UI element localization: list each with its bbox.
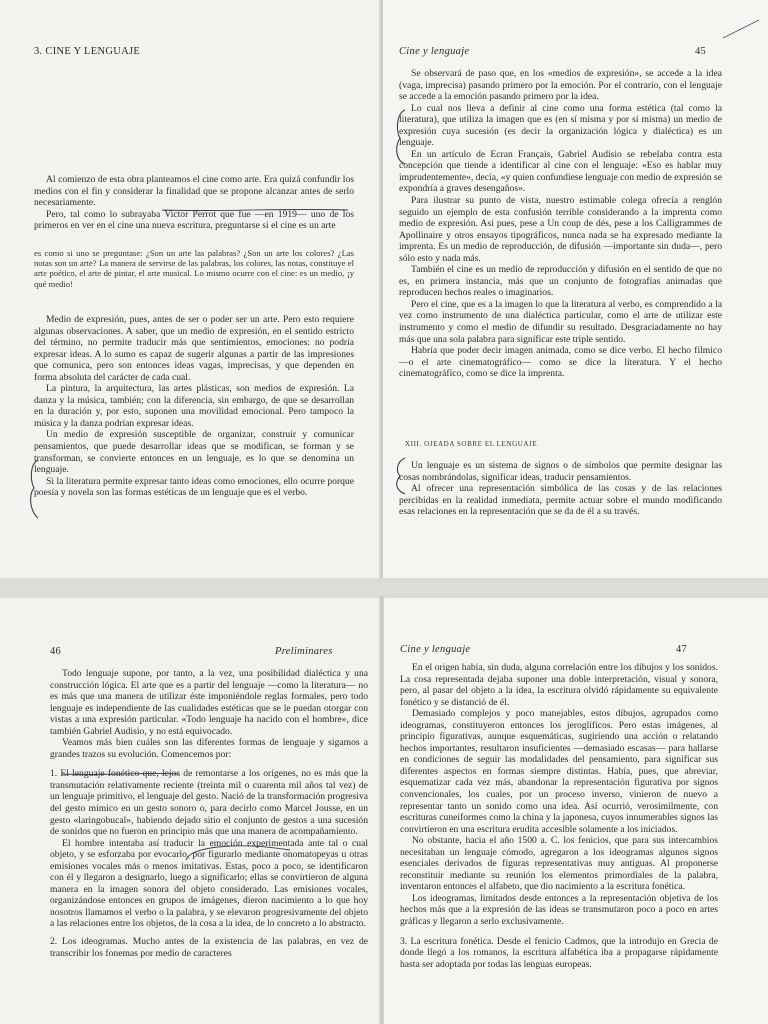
paragraph: Un lenguaje es un sistema de signos o de símbolos que permite designar las cosas nombrándolas, significar ideas, traducir pensamientos. (399, 460, 722, 483)
page-spread-gap (0, 578, 768, 598)
book-page-44 (0, 0, 381, 578)
paragraph: 3. La escritura fonética. Desde el fenicio Cadmos, que la introdujo en Grecia de donde llegó a los romanos, la escritura alfabética iba a propagarse rápidamente hasta ser adoptada por todas las lenguas europeas. (400, 935, 718, 970)
page44-body (34, 314, 354, 499)
paragraph: El hombre intentaba así traducir la emoción experimentada ante tal o cual objeto, y se esforzaba por evocarlo, por figurarlo mediante onomatopeyas u otras emisiones vocales más o menos imitativas. Estas, poco a poco, se identificaron con él y llegaron a designarlo, luego a significarlo; ellas se convirtieron de alguna manera en la imagen sonora del objeto considerado. Las emisiones vocales, organizándose entonces en grupos de imágenes, dieron nacimiento a lo que hoy nosotros llamamos el verbo o la palabra, y se elevaron progresivamente del objeto a las relaciones entre los objetos, de la cosa a la idea, de lo concreto a lo abstracto. (50, 837, 368, 930)
paragraph: Al comienzo de esta obra planteamos el cine como arte. Era quizá confundir los medios con el fin y considerar la finalidad que se propone alcanzar antes de serlo necesariamente. (34, 174, 354, 209)
page45-body (399, 68, 722, 380)
paragraph: En un artículo de Ecran Français, Gabriel Audisio se rebelaba contra esta concepción que tiende a identificar al cine con el lenguaje: «Eso es hablar muy imprudentemente», decía, «y quien confundiese lenguaje con medio de expresión se expondría a graves desengaños». (399, 148, 722, 195)
paragraph: Los ideogramas, limitados desde entonces a la representación objetiva de los hechos más que a la expresión de las ideas se transmutaron poco a poco en artes gráficas y llegaron a serlo exclusivamente. (400, 892, 718, 928)
running-header: Cine y lenguaje (400, 644, 471, 655)
pen-stroke-mark (721, 18, 761, 42)
running-header: Preliminares (275, 646, 333, 657)
paragraph: Al ofrecer una representación simbólica de las cosas y de las relaciones percibidas en la realidad inmediata, permite actuar sobre el mundo modificando esas relaciones en la representación que se da de él a su través. (399, 483, 722, 518)
paragraph: La pintura, la arquitectura, las artes plásticas, son medios de expresión. La danza y la música, también; con la diferencia, sin embargo, de que se desarrollan en la duración y, por esto, suponen una movilidad emocional. Pero tampoco la música y la danza podrían expresar ideas. (34, 383, 354, 429)
blockquote (34, 248, 354, 289)
paragraph: Se observará de paso que, en los «medios de expresión», se accede a la idea (vaga, imprecisa) pasando primero por la emoción. Por el contrario, con el lenguaje se accede a la emoción pasando primero por la idea. (399, 68, 722, 103)
book-page-47 (384, 598, 768, 1024)
page-number: 45 (695, 46, 707, 57)
running-header: Cine y lenguaje (399, 46, 470, 57)
paragraph: También el cine es un medio de reproducción y difusión en el sentido de que no es, en primera instancia, más que un conjunto de fotografías animadas que reproducen hechos reales o imaginarios. (399, 264, 722, 299)
page47-body (400, 662, 718, 970)
paragraph: 2. Los ideogramas. Mucho antes de la existencia de las palabras, en vez de transcribir los fonemas por medio de caracteres (50, 936, 368, 959)
paragraph: En el origen había, sin duda, alguna correlación entre los dibujos y los sonidos. La cosa representada dejaba suponer una doble interpretación, visual y sonora, pero, al pasar del objeto a la idea, la escritura olvidó rápidamente su equivalente fonético y se distanció de él. (400, 662, 718, 708)
paragraph: Un medio de expresión susceptible de organizar, construir y comunicar pensamientos, que puede desarrollar ideas que se modifican, se forman y se transforman, se convierte entonces en un lenguaje, es lo que se denomina un lenguaje. (34, 429, 354, 476)
paragraph: Medio de expresión, pues, antes de ser o poder ser un arte. Pero esto requiere algunas observaciones. A saber, que un medio de expresión, en el sentido estricto del término, no permite traducir más que sentimientos, emociones: no podría expresar ideas. A lo sumo es capaz de sugerir algunas a partir de las impresiones que comunica, pero son entonces ideas vagas, imprecisas, y que dependen en forma absoluta del carácter de cada cual. (34, 314, 354, 383)
page-number: 47 (676, 644, 688, 655)
chapter-header: 3. CINE Y LENGUAJE (34, 46, 141, 57)
book-page-46 (0, 598, 380, 1024)
section-title: XIII. OJEADA SOBRE EL LENGUAJE (405, 440, 538, 448)
paragraph: Para ilustrar su punto de vista, nuestro estimable colega ofrecía a renglón seguido un ejemplo de esta confusión terrible considerando a la imprenta como medio de expresión. Así pues, pese a Un coup de dés, pese a los Calligrammes de Apollinaire y otros ensayos tipográficos, nunca nada se ha expresado mediante la imprenta. Es un medio de reproducción, de difusión —importante sin duda—, pero sólo esto y nada más. (399, 195, 722, 264)
paragraph: Pero, tal como lo subrayaba Victor Perrot que fue —en 1919— uno de los primeros en ver en el cine una nueva escritura, preguntarse si el cine es un arte (34, 208, 354, 232)
page-number: 46 (50, 646, 62, 657)
page45-section-body (399, 460, 722, 518)
paragraph: Habría que poder decir imagen animada, como se dice verbo. El hecho fílmico —o el arte cinematográfico— como se dice la literatura. Y el hecho cinematográfico, como se dice la imprenta. (399, 345, 722, 380)
paragraph: 1. El lenguaje fonético que, lejos de remontarse a los orígenes, no es más que la transmutación relativamente reciente (treinta mil o cuarenta mil años tal vez) de un lenguaje primitivo, el lenguaje del gesto. Nació de la transformación progresiva del gesto mímico en un gesto sonoro o, para decirlo como Marcel Jousse, en un gesto «laringobucal», habiendo dejado sitio el conjunto de gestos a una sucesión de sonidos que no fueron en principio más que una manera de acompañamiento. (50, 768, 368, 838)
paragraph: Pero el cine, que es a la imagen lo que la literatura al verbo, es comprendido a la vez como instrumento de una dialéctica particular, como el arte de utilizar este instrumento y como el medio de difundir su resultado. Desgraciadamente no hay más que una sola palabra para significar este triple sentido. (399, 298, 722, 345)
paragraph: No obstante, hacia el año 1500 a. C. los fenicios, que para sus intercambios necesitaban un lenguaje cómodo, agregaron a los ideogramas algunos signos esenciales derivados de figuras representativas muy antiguas. Al proponerse reconstituir mediante su reunión los elementos primordiales de la palabra, inventaron entonces el alfabeto, que dio nacimiento a la escritura fonética. (400, 835, 718, 893)
paragraph: Todo lenguaje supone, por tanto, a la vez, una posibilidad dialéctica y una construcción lógica. El arte que es a partir del lenguaje —como la literatura— no es más que una manera de utilizar éste imponiéndole reglas formales, pero todo lenguaje es independiente de las cualidades estéticas que se le puedan otorgar con vistas a una expresión particular. «Todo lenguaje ha nacido con el hombre», dice también Gabriel Audisio, y no está equivocado. (50, 668, 368, 737)
quote-text: es como si uno se preguntase: ¿Son un arte las palabras? ¿Son un arte los colores? ¿Las notas son un arte? La manera de servirse de las palabras, los colores, las notas, constituye el arte poético, el arte de pintar, el arte musical. Lo mismo ocurre con el cine: es un medio, ¡y qué medio! (34, 248, 354, 289)
paragraph: Si la literatura permite expresar tanto ideas como emociones, ello ocurre porque poesía y novela son las formas estéticas de un lenguaje que es el verbo. (34, 475, 354, 499)
page46-body (50, 668, 368, 959)
page44-intro (34, 174, 354, 232)
paragraph: Veamos más bien cuáles son las diferentes formas de lenguaje y sigamos a grandes trazos su evolución. Comencemos por: (50, 737, 368, 760)
paragraph: Lo cual nos lleva a definir al cine como una forma estética (tal como la literatura), que utiliza la imagen que es (en sí misma y por sí misma) un medio de expresión cuya sucesión (es decir la organización lógica y dialéctica) es un lenguaje. (399, 102, 722, 149)
paragraph: Demasiado complejos y poco manejables, estos dibujos, agrupados como ideogramas, constituyeron entonces los jeroglíficos. Pero estas imágenes, al principio figurativas, aunque esquemáticas, sugiriendo una acción o relatando hechos importantes, resultaron insuficientes —demasiado escasas— para hallarse en condiciones de seguir las modalidades del pensamiento, para significar sus diferentes aspectos en formas siempre distintas. Había, pues, que abreviar, esquematizar cada vez más, abandonar la representación figurativa por signos convencionales, los cuales, por un proceso inverso, vinieron de nuevo a representar tanto un sonido como una idea. Así ocurrió, verosímilmente, con escrituras cuneiformes como la china y la japonesa, cuyos innumerables signos las convirtieron en una escritura erudita accesible solamente a los iniciados. (400, 708, 718, 835)
book-page-45 (383, 0, 768, 578)
